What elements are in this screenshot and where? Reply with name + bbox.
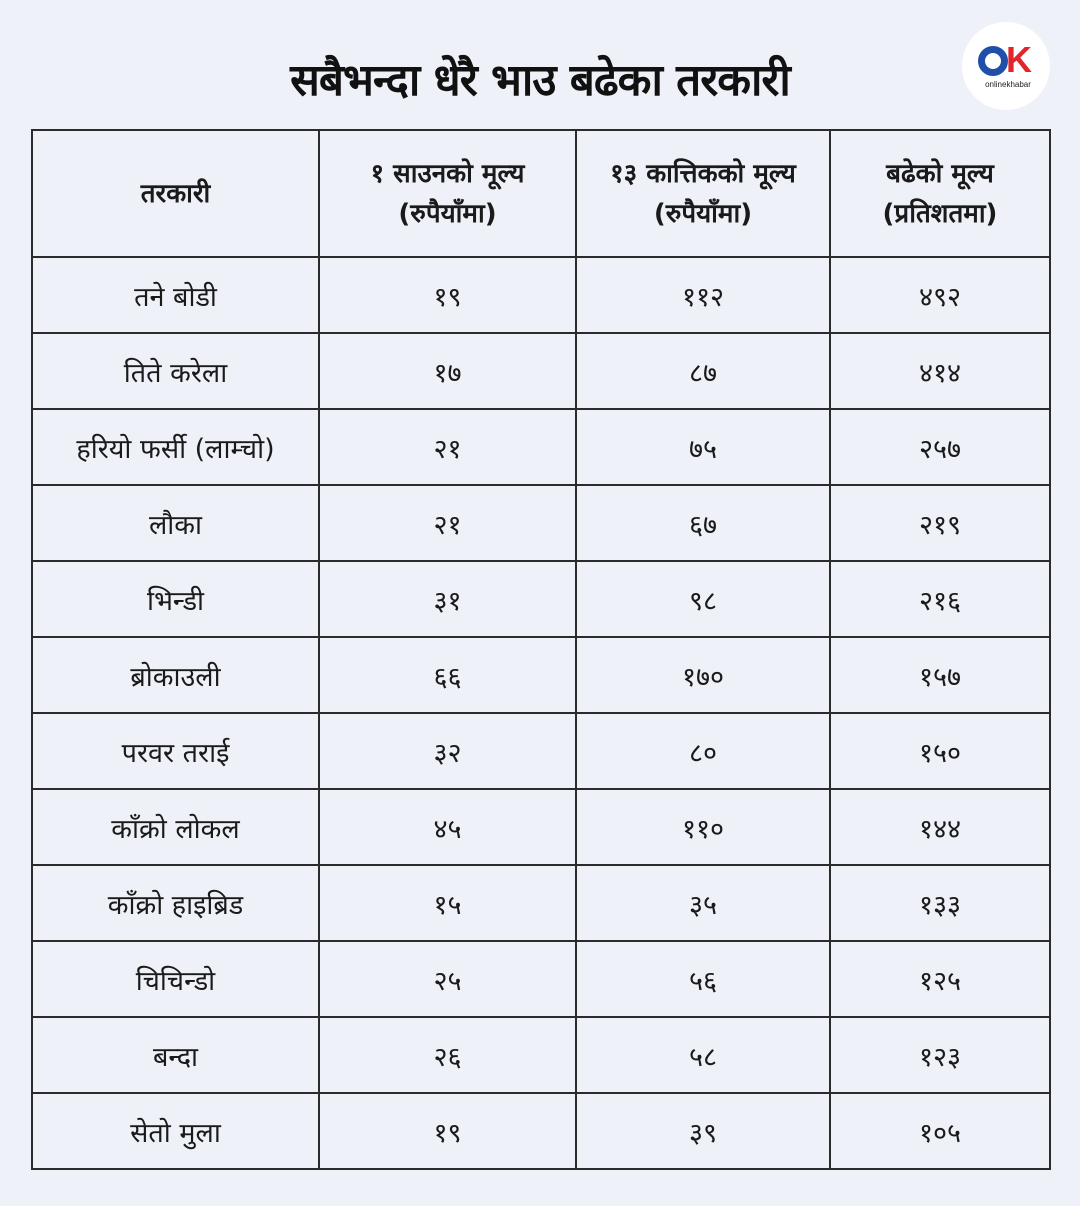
cell-vegetable: सेतो मुला — [32, 1093, 319, 1169]
logo-k-mark: K — [1006, 39, 1032, 80]
cell-price-kartik: ११० — [576, 789, 830, 865]
logo-o-mark — [978, 46, 1008, 76]
cell-vegetable: लौका — [32, 485, 319, 561]
table-row — [32, 789, 1050, 865]
table-row — [32, 409, 1050, 485]
table-row — [32, 485, 1050, 561]
cell-price-saun: १५ — [319, 865, 576, 941]
table-header-row — [32, 130, 1050, 257]
header-price-kartik: १३ कात्तिकको मूल्य (रुपैयाँमा) — [576, 130, 830, 257]
cell-vegetable: काँक्रो हाइब्रिड — [32, 865, 319, 941]
cell-increase: १२३ — [830, 1017, 1050, 1093]
table-row — [32, 1093, 1050, 1169]
cell-price-saun: ४५ — [319, 789, 576, 865]
cell-price-saun: २१ — [319, 485, 576, 561]
cell-price-kartik: १७० — [576, 637, 830, 713]
cell-price-saun: १७ — [319, 333, 576, 409]
table-row — [32, 561, 1050, 637]
cell-price-kartik: ८७ — [576, 333, 830, 409]
cell-price-kartik: ३५ — [576, 865, 830, 941]
cell-increase: ४९२ — [830, 257, 1050, 333]
header-increase: बढेको मूल्य (प्रतिशतमा) — [830, 130, 1050, 257]
table-row — [32, 1017, 1050, 1093]
cell-price-saun: २१ — [319, 409, 576, 485]
header-vegetable: तरकारी — [32, 130, 319, 257]
cell-vegetable: चिचिन्डो — [32, 941, 319, 1017]
cell-price-saun: ३१ — [319, 561, 576, 637]
cell-vegetable: तिते करेला — [32, 333, 319, 409]
cell-price-saun: ३२ — [319, 713, 576, 789]
cell-price-kartik: ५६ — [576, 941, 830, 1017]
cell-vegetable: हरियो फर्सी (लाम्चो) — [32, 409, 319, 485]
cell-vegetable: ब्रोकाउली — [32, 637, 319, 713]
table-row — [32, 637, 1050, 713]
cell-price-kartik: ८० — [576, 713, 830, 789]
cell-increase: ४१४ — [830, 333, 1050, 409]
page-title: सबैभन्दा धेरै भाउ बढेका तरकारी — [290, 55, 790, 106]
cell-increase: २१९ — [830, 485, 1050, 561]
cell-vegetable: भिन्डी — [32, 561, 319, 637]
cell-increase: १०५ — [830, 1093, 1050, 1169]
cell-increase: १२५ — [830, 941, 1050, 1017]
price-table — [31, 129, 1051, 1170]
cell-price-saun: १९ — [319, 1093, 576, 1169]
cell-price-saun: १९ — [319, 257, 576, 333]
cell-price-kartik: ७५ — [576, 409, 830, 485]
table-row — [32, 333, 1050, 409]
table-row — [32, 257, 1050, 333]
cell-price-kartik: ३९ — [576, 1093, 830, 1169]
cell-vegetable: काँक्रो लोकल — [32, 789, 319, 865]
logo-text: onlinekhabar — [985, 80, 1031, 89]
table-row — [32, 941, 1050, 1017]
cell-increase: २५७ — [830, 409, 1050, 485]
cell-vegetable: परवर तराई — [32, 713, 319, 789]
cell-price-kartik: ९८ — [576, 561, 830, 637]
onlinekhabar-logo — [962, 22, 1050, 110]
cell-increase: २१६ — [830, 561, 1050, 637]
cell-price-saun: २५ — [319, 941, 576, 1017]
table-row — [32, 713, 1050, 789]
cell-price-kartik: ११२ — [576, 257, 830, 333]
cell-increase: १५० — [830, 713, 1050, 789]
header-price-saun: १ साउनको मूल्य (रुपैयाँमा) — [319, 130, 576, 257]
cell-price-kartik: ६७ — [576, 485, 830, 561]
cell-increase: १३३ — [830, 865, 1050, 941]
cell-vegetable: बन्दा — [32, 1017, 319, 1093]
cell-price-kartik: ५८ — [576, 1017, 830, 1093]
cell-increase: १४४ — [830, 789, 1050, 865]
cell-vegetable: तने बोडी — [32, 257, 319, 333]
cell-price-saun: २६ — [319, 1017, 576, 1093]
table-row — [32, 865, 1050, 941]
cell-increase: १५७ — [830, 637, 1050, 713]
cell-price-saun: ६६ — [319, 637, 576, 713]
